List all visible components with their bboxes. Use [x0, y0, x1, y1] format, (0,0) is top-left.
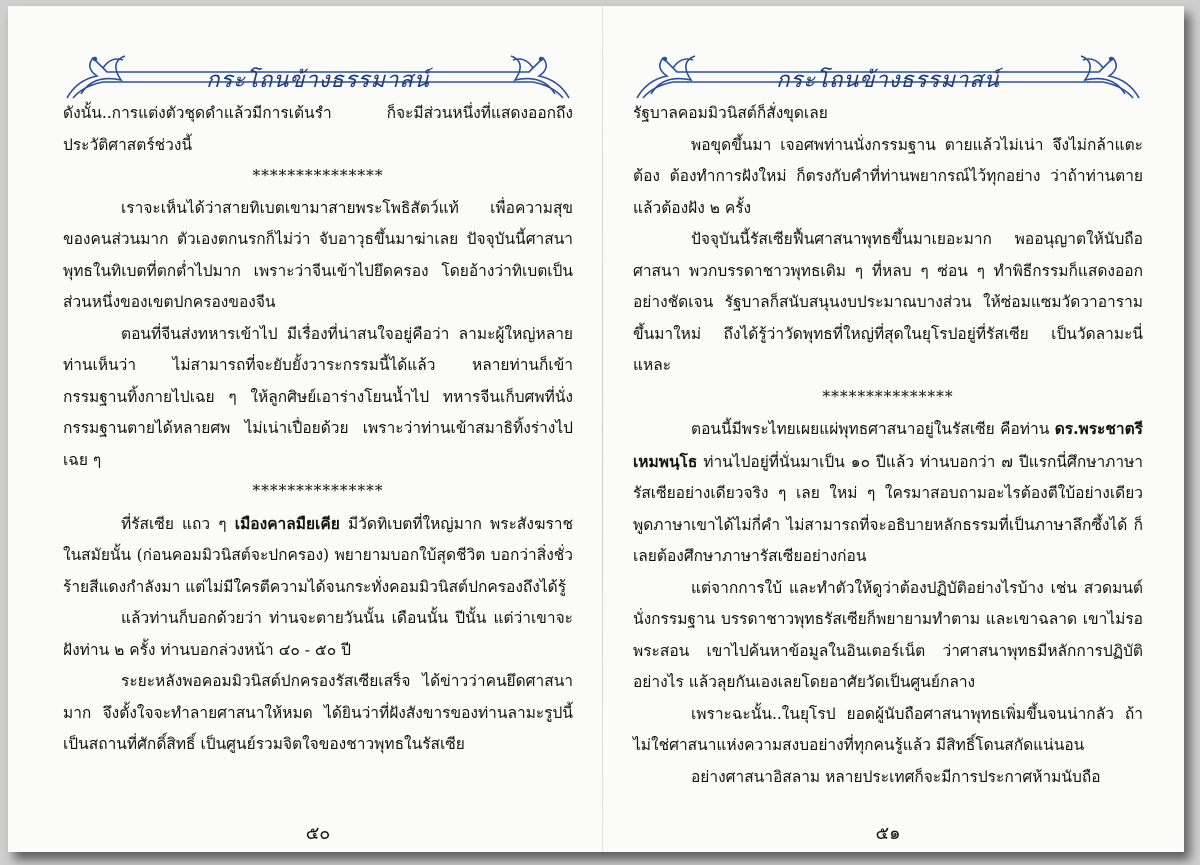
right-page [633, 6, 1143, 852]
paragraph: รัฐบาลคอมมิวนิสต์ก็สั่งขุดเลย [633, 104, 828, 122]
right-page-body [633, 98, 1143, 793]
text-run: มีวัดทิเบตที่ใหญ่มาก พระสังฆราชในสมัยนั้น (ก่อนคอมมิวนิสต์จะปกครอง) พยายามบอกใบ้สุดชีวิต บอกว่าสิ่งชั่วร้ายสีแดงกำลังมา แต่ไม่มีใครตีความได้จนกระทั่งคอมมิวนิสต์ปกครองถึงได้รู้ [63, 514, 574, 596]
bold-place-name: เมืองคาลมืยเคีย [234, 513, 340, 533]
paragraph [63, 508, 573, 604]
section-separator: *************** [252, 167, 384, 185]
book-spread [8, 6, 1184, 852]
paragraph: พอขุดขึ้นมา เจอศพท่านนั่งกรรมฐาน ตายแล้วไม่เน่า จึงไม่กล้าแตะต้อง ต้องทำการฝังใหม่ ก็ตรงกับคำที่ท่านพยากรณ์ไว้ทุกอย่าง ว่าถ้าท่านตายแล้วต้องฝัง ๒ ครั้ง [633, 135, 1143, 217]
running-header-title: กระโถนข้างธรรมาสน์ [206, 68, 430, 93]
section-separator: *************** [822, 387, 954, 406]
page-number: ๕๑ [875, 823, 901, 844]
paragraph: อย่างศาสนาอิสลาม หลายประเทศก็จะมีการประกาศห้ามนับถือ [691, 767, 1101, 786]
paragraph: ระยะหลังพอคอมมิวนิสต์ปกครองรัสเซียเสร็จ ได้ข่าวว่าคนยึดศาสนามาก จึงตั้งใจจะทำลายศาสนาให้หมด ได้ยินว่าที่ฝังสังขารของท่านลามะรูปนี้เป็นสถานที่ศักดิ์สิทธิ์ เป็นศูนย์รวมจิตใจของชาวพุทธในรัสเซีย [63, 672, 573, 753]
section-separator: *************** [252, 482, 384, 500]
left-page [63, 6, 573, 852]
book-gutter [602, 6, 603, 852]
paragraph: แต่จากการใบ้ และทำตัวให้ดูว่าต้องปฏิบัติอย่างไรบ้าง เช่น สวดมนต์ นั่งกรรมฐาน บรรดาชาวพุทธรัสเซียก็พยายามทำตาม และเขาฉลาด เขาไม่รอพระสอน เขาไปค้นหาข้อมูลในอินเตอร์เน็ต ว่าศาสนาพุทธมีหลักการปฏิบัติอย่างไร แล้วลุยกันเองเลยโดยอาศัยวัดเป็นศูนย์กลาง [633, 578, 1143, 691]
paragraph: ปัจจุบันนี้รัสเซียฟื้นศาสนาพุทธขึ้นมาเยอะมาก พออนุญาตให้นับถือศาสนา พวกบรรดาชาวพุทธเดิม ๆ ที่หลบ ๆ ซ่อน ๆ ทำพิธีกรรมก็แสดงออกอย่างชัดเจน รัฐบาลก็สนับสนุนงบประมาณบางส่วน ให้ซ่อมแซมวัดวาอารามขึ้นมาใหม่ ถึงได้รู้ว่าวัดพุทธที่ใหญ่ที่สุดในยุโรปอยู่ที่รัสเซีย เป็นวัดลามะนี่แหละ [633, 230, 1143, 374]
left-page-header [63, 50, 573, 102]
text-run: ตอนนี้มีพระไทยเผยแผ่พุทธศาสนาอยู่ในรัสเซีย คือท่าน [691, 420, 1055, 438]
page-number: ๕๐ [305, 823, 331, 844]
paragraph: ตอนที่จีนส่งทหารเข้าไป มีเรื่องที่น่าสนใจอยู่คือว่า ลามะผู้ใหญ่หลายท่านเห็นว่า ไม่สามารถที่จะยับยั้งวาระกรรมนี้ได้แล้ว หลายท่านก็เข้ากรรมฐานทิ้งกายไปเฉย ๆ ให้ลูกศิษย์เอาร่างโยนน้ำไป ทหารจีนเก็บศพที่นั่งกรรมฐานตายได้หลายศพ ไม่เน่าเปื่อยด้วย เพราะว่าท่านเข้าสมาธิทิ้งร่างไปเฉย ๆ [63, 324, 573, 469]
paragraph: แล้วท่านก็บอกด้วยว่า ท่านจะตายวันนั้น เดือนนั้น ปีนั้น แต่ว่าเขาจะฝังท่าน ๒ ครั้ง ท่านบอกล่วงหน้า ๔๐ - ๕๐ ปี [63, 609, 573, 659]
left-page-body [63, 98, 573, 761]
text-run: ที่รัสเซีย แถว ๆ [121, 514, 235, 533]
running-header-title: กระโถนข้างธรรมาสน์ [776, 68, 1000, 93]
paragraph: เพราะฉะนั้น..ในยุโรป ยอดผู้นับถือศาสนาพุทธเพิ่มขึ้นจนน่ากลัว ถ้าไม่ใช่ศาสนาแห่งความสงบอย่างที่ทุกคนรู้แล้ว มีสิทธิ์โดนสกัดแน่นอน [633, 704, 1143, 754]
bold-person-name: ดร.พระชาตรี เหมพนฺโธ [633, 419, 1143, 471]
text-run: ท่านไปอยู่ที่นั่นมาเป็น ๑๐ ปีแล้ว ท่านบอกว่า ๗ ปีแรกนี่ศึกษาภาษารัสเซียอย่างเดียวจริง ๆ เลย ใหม่ ๆ ใครมาสอบถามอะไรต้องตีใบ้อย่างเดียว พูดภาษาเขาได้ไม่กี่คำ ไม่สามารถที่จะอธิบายหลักธรรมที่เป็นภาษาลึกซึ้งได้ ก็เลยต้องศึกษาภาษารัสเซียอย่างก่อน [633, 452, 1143, 565]
paragraph: เราจะเห็นได้ว่าสายทิเบตเขามาสายพระโพธิสัตว์แท้ เพื่อความสุขของคนส่วนมาก ตัวเองตกนรกก็ไม่ว่า จับอาวุธขึ้นมาฆ่าเลย ปัจจุบันนี้ศาสนาพุทธในทิเบตที่ตกต่ำไปมาก เพราะว่าจีนเข้าไปยึดครอง โดยอ้างว่าทิเบตเป็นส่วนหนึ่งของเขตปกครองของจีน [63, 198, 573, 311]
paragraph: ดังนั้น..การแต่งตัวชุดดำแล้วมีการเต้นรำ ก็จะมีส่วนหนึ่งที่แสดงออกถึงประวัติศาสตร์ช่วงนี้ [63, 104, 573, 154]
paragraph [633, 413, 1143, 573]
right-page-header [633, 50, 1143, 102]
